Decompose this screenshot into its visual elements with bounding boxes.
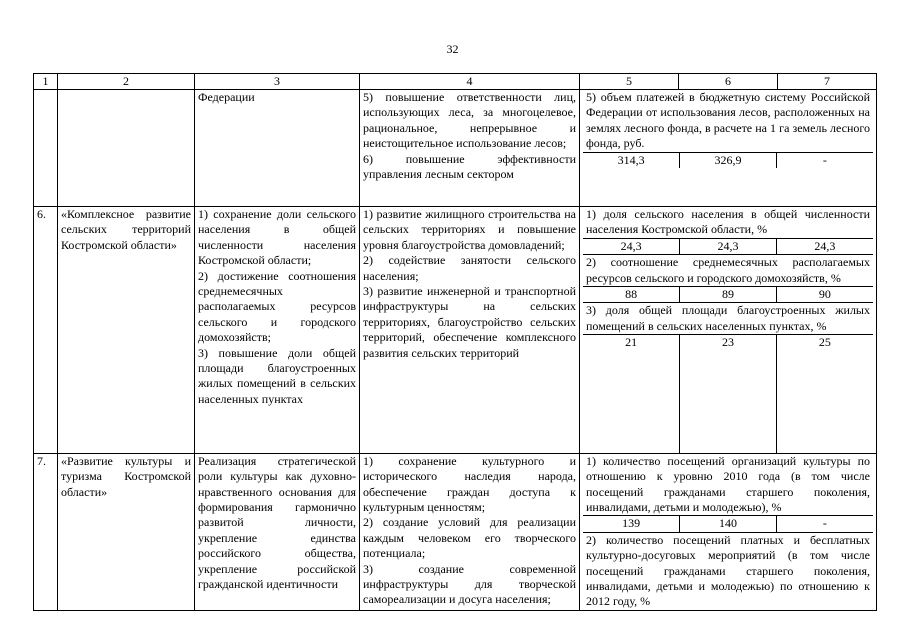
indicators-cell xyxy=(580,207,877,454)
indicator-value: 314,3 xyxy=(583,152,680,168)
indicator-text: 1) количество посещений организаций культуры по отношению к уровню 2010 года (в том числе посещений гражданами старшего поколения, инвалидами, детьми и молодежью), % xyxy=(586,453,870,514)
header-cell-3: 3 xyxy=(195,74,360,90)
program-goal: Федерации xyxy=(195,90,360,207)
task-item: 6) повышение эффективности управления лесным сектором xyxy=(363,151,576,182)
indicator-text: 2) соотношение среднемесячных располагаемых ресурсов сельского и городского домохозяйств, % xyxy=(583,255,873,287)
task-item: 5) повышение ответственности лиц, использующих леса, за многоцелевое, рациональное, непрерывное и неистощительное использование лесов; xyxy=(363,90,576,151)
indicator-value: 24,3 xyxy=(583,238,680,254)
header-cell-2: 2 xyxy=(58,74,195,90)
indicator-value: - xyxy=(776,152,873,168)
task-item: 2) создание условий для реализации каждым человеком его творческого потенциала; xyxy=(363,515,576,561)
indicator-value: - xyxy=(776,516,873,532)
program-tasks xyxy=(360,90,580,207)
header-cell-4: 4 xyxy=(360,74,580,90)
program-goal xyxy=(195,207,360,454)
task-item: 1) сохранение культурного и исторического наследия народа, обеспечение граждан доступа к культурным ценностям; xyxy=(363,453,576,514)
task-item: 2) содействие занятости сельского населения; xyxy=(363,253,576,283)
indicator-text: 5) объем платежей в бюджетную систему Российской Федерации от использования лесов, расположенных на землях лесного фонда, в расчете на 1 га земель лесного фонда, руб. xyxy=(586,90,870,151)
program-tasks xyxy=(360,453,580,610)
goal-item: 2) достижение соотношения среднемесячных располагаемых ресурсов сельского и городского домохозяйств; xyxy=(198,268,356,345)
indicator-value: 89 xyxy=(680,287,777,303)
table-row xyxy=(34,90,877,207)
goal-item: 1) сохранение доли сельского населения в общей численности населения Костромской области; xyxy=(198,207,356,268)
header-cell-6: 6 xyxy=(679,74,778,90)
header-cell-1: 1 xyxy=(34,74,58,90)
indicator-value: 24,3 xyxy=(680,238,777,254)
header-cell-7: 7 xyxy=(778,74,877,90)
indicator-text: 2) количество посещений платных и бесплатных культурно-досуговых мероприятий (в том числе посещений гражданами старшего поколения, инвалидами, детьми и молодежью) по отношению к 2012 году, % xyxy=(583,532,873,610)
row-number xyxy=(34,90,58,207)
task-item: 3) развитие инженерной и транспортной инфраструктуры на сельских территориях, благоустройство сельских территорий, обеспечение комплексного развития сельских территорий xyxy=(363,284,576,360)
indicator-value: 25 xyxy=(776,335,873,453)
program-table xyxy=(33,73,877,611)
indicator-value: 140 xyxy=(680,516,777,532)
row-number: 7. xyxy=(34,453,58,610)
indicator-value: 23 xyxy=(680,335,777,453)
program-name: «Комплексное развитие сельских территорий Костромской области» xyxy=(58,207,195,454)
indicator-value: 21 xyxy=(583,335,680,453)
program-goal: Реализация стратегической роли культуры как духовно-нравственного основания для формирования гармонично развитой личности, укрепление единства российского общества, укрепление российской гражданской идентичности xyxy=(195,453,360,610)
indicator-value: 90 xyxy=(776,287,873,303)
table-row xyxy=(34,207,877,454)
goal-item: 3) повышение доли общей площади благоустроенных жилых помещений в сельских населенных пунктах xyxy=(198,345,356,406)
indicator-text: 1) доля сельского населения в общей численности населения Костромской области, % xyxy=(586,207,870,237)
indicators-cell xyxy=(580,90,877,207)
task-item: 3) создание современной инфраструктуры для творческой самореализации и досуга населения; xyxy=(363,561,576,607)
row-number: 6. xyxy=(34,207,58,454)
indicators-cell xyxy=(580,453,877,610)
indicator-value: 24,3 xyxy=(776,238,873,254)
indicator-value: 88 xyxy=(583,287,680,303)
program-tasks xyxy=(360,207,580,454)
program-name xyxy=(58,90,195,207)
table-row xyxy=(34,453,877,610)
header-cell-5: 5 xyxy=(580,74,679,90)
indicator-value: 139 xyxy=(583,516,680,532)
task-item: 1) развитие жилищного строительства на сельских территориях и повышение уровня благоустройства домовладений; xyxy=(363,207,576,252)
page-number: 32 xyxy=(446,42,459,56)
indicator-text: 3) доля общей площади благоустроенных жилых помещений в сельских населенных пунктах, % xyxy=(583,303,873,335)
indicator-value: 326,9 xyxy=(680,152,777,168)
header-row xyxy=(34,74,877,90)
program-name: «Развитие культуры и туризма Костромской области» xyxy=(58,453,195,610)
